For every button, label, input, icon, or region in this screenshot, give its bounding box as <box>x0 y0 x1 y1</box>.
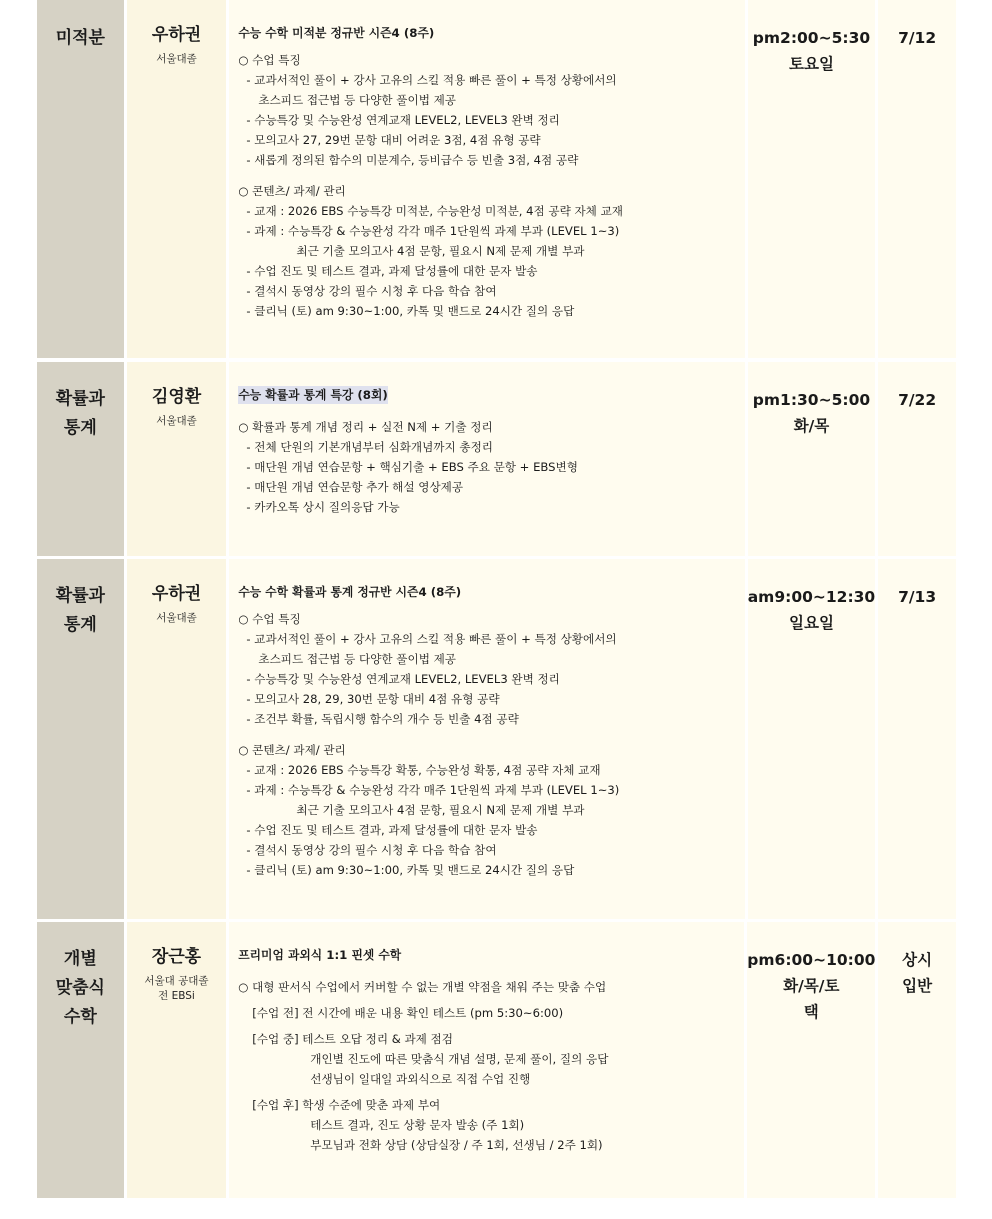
content-line: - 수업 진도 및 테스트 결과, 과제 달성률에 대한 문자 발송 <box>246 823 538 837</box>
content-line: 부모님과 전화 상담 (상담실장 / 주 1회, 선생님 / 2주 1회) <box>310 1138 603 1152</box>
content-line: 최근 기출 모의고사 4점 문항, 필요시 N제 문제 개별 부과 <box>296 244 585 258</box>
teacher-cell <box>127 0 227 358</box>
start-date-cell <box>878 362 956 556</box>
section-heading: ○ 대형 판서식 수업에서 커버할 수 없는 개별 약점을 채워 주는 맞춤 수업 <box>238 980 607 994</box>
start-date-cell <box>878 0 956 358</box>
course-title: 수능 수학 미적분 정규반 시즌4 (8주) <box>238 26 435 40</box>
content-line: 선생님이 일대일 과외식으로 직접 수업 진행 <box>310 1072 531 1086</box>
course-content <box>229 922 744 1198</box>
class-day: 토요일 <box>789 55 834 73</box>
subject-label: 미적분 <box>55 28 105 48</box>
subject-cell <box>37 0 124 358</box>
teacher-cell <box>127 559 227 919</box>
subject-cell <box>37 559 124 919</box>
content-line: - 수능특강 및 수능완성 연계교재 LEVEL2, LEVEL3 완벽 정리 <box>246 113 560 127</box>
start-date-cell <box>878 922 956 1198</box>
course-content <box>229 559 744 919</box>
content-line: - 과제 : 수능특강 & 수능완성 각각 매주 1단원씩 과제 부과 (LEVEL 1~3) <box>246 783 620 797</box>
content-line: - 교과서적인 풀이 + 강사 고유의 스킬 적용 빠른 풀이 + 특정 상황에서의 <box>246 73 617 87</box>
class-day: 택 <box>803 1003 819 1021</box>
content-line: 초스피드 접근법 등 다양한 풀이법 제공 <box>258 93 456 107</box>
start-date: 상시 <box>902 951 933 969</box>
section-heading: ○ 확률과 통계 개념 정리 + 실전 N제 + 기출 정리 <box>238 420 493 434</box>
content-line: - 수업 진도 및 테스트 결과, 과제 달성률에 대한 문자 발송 <box>246 264 538 278</box>
content-line: 초스피드 접근법 등 다양한 풀이법 제공 <box>258 652 456 666</box>
content-line: - 모의고사 28, 29, 30번 문항 대비 4점 유형 공략 <box>246 692 500 706</box>
course-content <box>229 0 744 358</box>
content-line: [수업 중] 테스트 오답 정리 & 과제 점검 <box>252 1032 453 1046</box>
class-row-probability-special <box>37 362 956 556</box>
content-line: - 매단원 개념 연습문항 추가 해설 영상제공 <box>246 480 464 494</box>
subject-label: 맞춤식 <box>55 978 105 998</box>
content-line: - 클리닉 (토) am 9:30~1:00, 카톡 및 밴드로 24시간 질의 응답 <box>246 304 575 318</box>
class-row-individual <box>37 922 956 1198</box>
class-day: 화/목 <box>793 417 830 435</box>
content-line: - 결석시 동영상 강의 필수 시청 후 다음 학습 참여 <box>246 284 497 298</box>
class-day: 일요일 <box>789 614 834 632</box>
start-date-cell <box>878 559 956 919</box>
teacher-name: 장근홍 <box>151 947 202 967</box>
content-line: [수업 후] 학생 수준에 맞춘 과제 부여 <box>252 1098 441 1112</box>
content-line: - 조건부 확률, 독립시행 함수의 개수 등 빈출 4점 공략 <box>246 712 519 726</box>
schedule-time-cell <box>748 0 876 358</box>
schedule-time-cell <box>747 922 875 1198</box>
content-line: 테스트 결과, 진도 상황 문자 발송 (주 1회) <box>310 1118 525 1132</box>
content-line: 개인별 진도에 따른 맞춤식 개념 설명, 문제 풀이, 질의 응답 <box>310 1052 609 1066</box>
teacher-cell <box>127 922 227 1198</box>
start-date: 7/13 <box>898 588 937 606</box>
course-title: 수능 확률과 통계 특강 (8회) <box>238 388 388 402</box>
content-line: - 교과서적인 풀이 + 강사 고유의 스킬 적용 빠른 풀이 + 특정 상황에서의 <box>246 632 617 646</box>
teacher-credential: 서울대 공대졸 <box>144 975 209 987</box>
content-line: - 카카오톡 상시 질의응답 가능 <box>246 500 400 514</box>
section-heading: ○ 수업 특징 <box>238 612 301 626</box>
subject-label: 개별 <box>63 949 97 969</box>
schedule-time-cell <box>748 559 876 919</box>
section-heading: ○ 수업 특징 <box>238 53 301 67</box>
content-line: - 과제 : 수능특강 & 수능완성 각각 매주 1단원씩 과제 부과 (LEVEL 1~3) <box>246 224 620 238</box>
teacher-credential: 전 EBSi <box>158 990 195 1002</box>
course-content <box>229 362 744 556</box>
content-line: - 모의고사 27, 29번 문항 대비 어려운 3점, 4점 유형 공략 <box>246 133 541 147</box>
course-title: 수능 수학 확률과 통계 정규반 시즌4 (8주) <box>238 585 462 599</box>
teacher-name: 우하권 <box>151 25 202 45</box>
subject-label: 통계 <box>63 418 97 438</box>
class-time: pm6:00~10:00 <box>747 951 876 969</box>
subject-label: 통계 <box>63 615 97 635</box>
teacher-credential: 서울대졸 <box>156 612 197 624</box>
start-date: 7/22 <box>898 391 937 409</box>
content-line: - 새롭게 정의된 함수의 미분계수, 등비급수 등 빈출 3점, 4점 공략 <box>246 153 579 167</box>
subject-cell <box>37 362 124 556</box>
start-date: 입반 <box>902 977 933 995</box>
class-time: am9:00~12:30 <box>747 588 876 606</box>
subject-label: 확률과 <box>55 586 105 606</box>
content-line: - 결석시 동영상 강의 필수 시청 후 다음 학습 참여 <box>246 843 497 857</box>
class-time: pm2:00~5:30 <box>752 29 871 47</box>
subject-cell <box>37 922 124 1198</box>
content-line: - 클리닉 (토) am 9:30~1:00, 카톡 및 밴드로 24시간 질의 응답 <box>246 863 575 877</box>
content-line: [수업 전] 전 시간에 배운 내용 확인 테스트 (pm 5:30~6:00) <box>252 1006 564 1020</box>
course-title: 프리미엄 과외식 1:1 핀셋 수학 <box>238 948 402 962</box>
content-line: - 교재 : 2026 EBS 수능특강 확통, 수능완성 확통, 4점 공략 자체 교재 <box>246 763 601 777</box>
class-day: 화/목/토 <box>783 977 840 995</box>
section-heading: ○ 콘텐츠/ 과제/ 관리 <box>238 743 346 757</box>
content-line: - 매단원 개념 연습문항 + 핵심기출 + EBS 주요 문항 + EBS변형 <box>246 460 578 474</box>
class-row-probability-regular <box>37 559 956 919</box>
subject-label: 수학 <box>63 1007 97 1027</box>
teacher-name: 우하권 <box>151 584 202 604</box>
teacher-credential: 서울대졸 <box>156 415 197 427</box>
section-heading: ○ 콘텐츠/ 과제/ 관리 <box>238 184 346 198</box>
schedule-time-cell <box>748 362 876 556</box>
teacher-cell <box>127 362 227 556</box>
subject-label: 확률과 <box>55 389 105 409</box>
class-time: pm1:30~5:00 <box>752 391 871 409</box>
teacher-credential: 서울대졸 <box>156 53 197 65</box>
content-line: - 수능특강 및 수능완성 연계교재 LEVEL2, LEVEL3 완벽 정리 <box>246 672 560 686</box>
content-line: - 교재 : 2026 EBS 수능특강 미적분, 수능완성 미적분, 4점 공략 자체 교재 <box>246 204 623 218</box>
content-line: - 전체 단원의 기본개념부터 심화개념까지 총정리 <box>246 440 493 454</box>
start-date: 7/12 <box>898 29 937 47</box>
content-line: 최근 기출 모의고사 4점 문항, 필요시 N제 문제 개별 부과 <box>296 803 585 817</box>
teacher-name: 김영환 <box>151 387 202 407</box>
class-row-calculus <box>37 0 956 358</box>
